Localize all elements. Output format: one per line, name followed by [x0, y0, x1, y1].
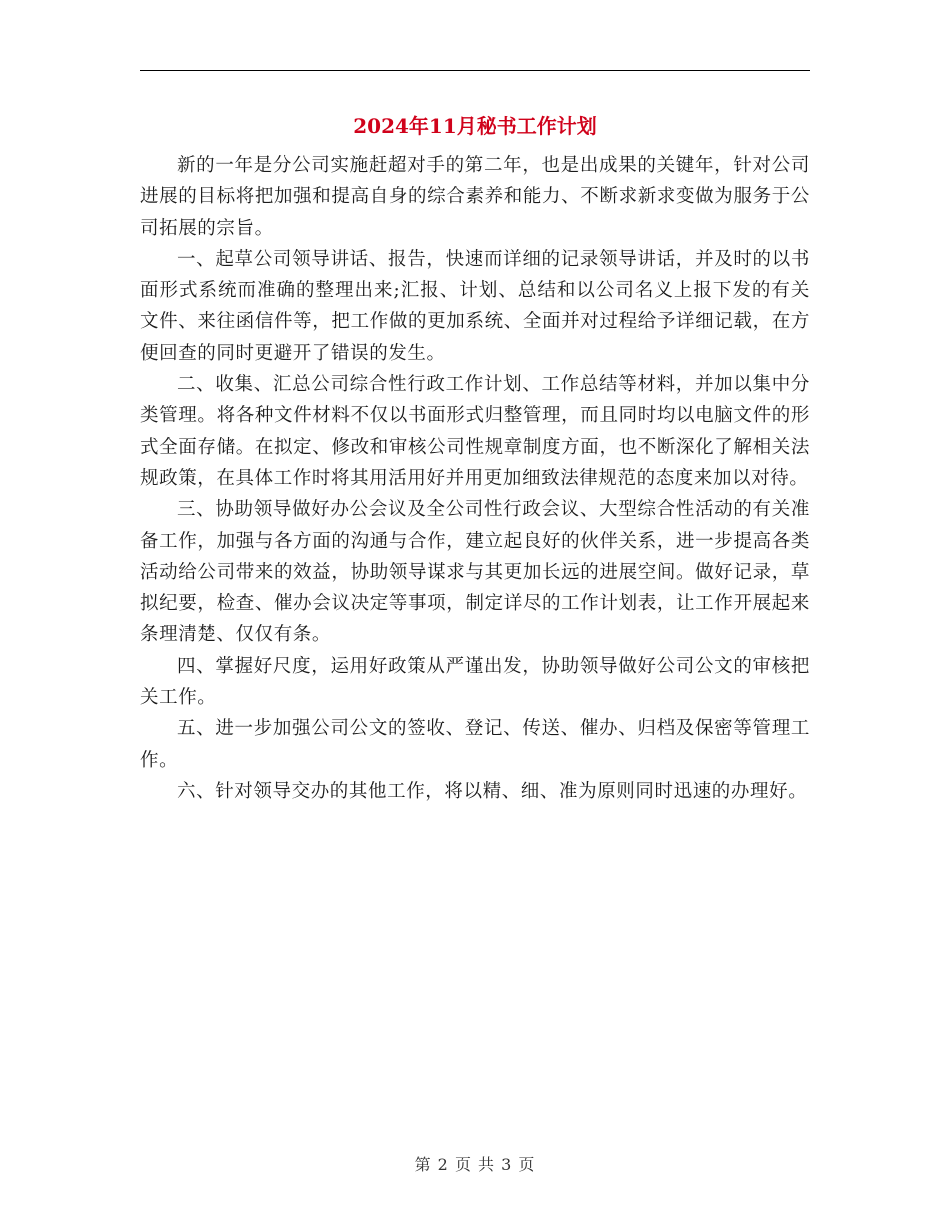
- intro-paragraph: 新的一年是分公司实施赶超对手的第二年，也是出成果的关键年，针对公司进展的目标将把加强和提高自身的综合素养和能力、不断求新求变做为服务于公司拓展的宗旨。: [140, 155, 810, 239]
- document-body: [140, 150, 810, 807]
- paragraph-item-2: 二、收集、汇总公司综合性行政工作计划、工作总结等材料，并加以集中分类管理。将各种文件材料不仅以书面形式归整管理，而且同时均以电脑文件的形式全面存储。在拟定、修改和审核公司性规章制度方面，也不断深化了解相关法规政策，在具体工作时将其用活用好并用更加细致法律规范的态度来加以对待。: [140, 374, 810, 489]
- page-number-footer: 第 2 页 共 3 页: [414, 1155, 536, 1174]
- paragraph-item-6: 六、针对领导交办的其他工作，将以精、细、准为原则同时迅速的办理好。: [177, 780, 808, 802]
- header-rule: [140, 70, 810, 71]
- paragraph-item-5: 五、进一步加强公司公文的签收、登记、传送、催办、归档及保密等管理工作。: [140, 718, 810, 771]
- paragraph-item-4: 四、掌握好尺度，运用好政策从严谨出发，协助领导做好公司公文的审核把关工作。: [140, 655, 810, 709]
- document-title: 2024年11月秘书工作计划: [353, 114, 597, 138]
- paragraph-item-1: 一、起草公司领导讲话、报告，快速而详细的记录领导讲话，并及时的以书面形式系统而准确的整理出来;汇报、计划、总结和以公司名义上报下发的有关文件、来往函信件等，把工作做的更加系统、全面并对过程给予详细记载，在方便回查的同时更避开了错误的发生。: [140, 248, 810, 364]
- paragraph-item-3: 三、协助领导做好办公会议及全公司性行政会议、大型综合性活动的有关准备工作，加强与各方面的沟通与合作，建立起良好的伙伴关系，进一步提高各类活动给公司带来的效益，协助领导谋求与其更加长远的进展空间。做好记录，草拟纪要，检查、催办会议决定等事项，制定详尽的工作计划表，让工作开展起来条理清楚、仅仅有条。: [140, 499, 810, 646]
